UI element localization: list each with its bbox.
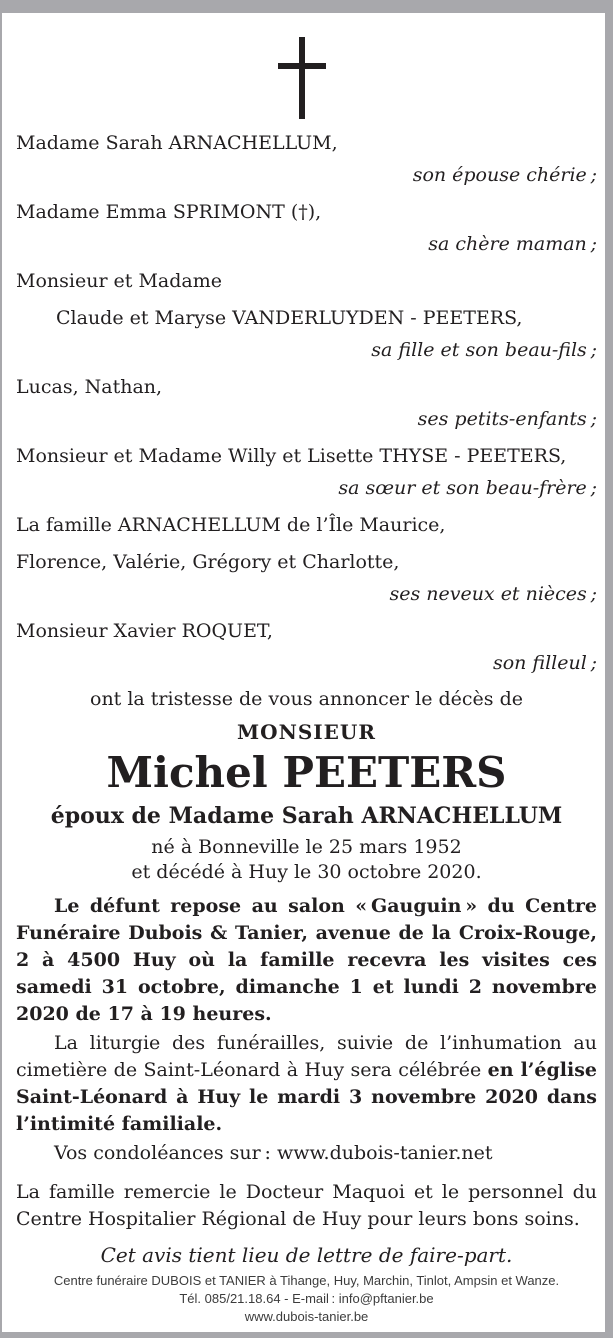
family-member-line: Monsieur Xavier ROQUET, — [16, 620, 273, 642]
birth-line: né à Bonneville le 25 mars 1952 — [151, 836, 462, 858]
visits-paragraph: Le défunt repose au salon « Gauguin » du Centre Funéraire Dubois & Tanier, avenue de la Croix-Rouge, 2 à 4500 Huy où la famille recevra les visites ces samedi 31 octobre, dimanche 1 et lundi 2 novembre 2020 de 17 à 19 heures. — [16, 895, 597, 1025]
liturgy-text-bold: en l’église Saint-Léonard à Huy le mardi 3 novembre 2020 dans l’intimité familiale. — [16, 1059, 597, 1135]
deceased-name: Michel PEETERS — [106, 748, 507, 797]
relation-line: sa chère maman ; — [428, 233, 597, 255]
death-line: et décédé à Huy le 30 octobre 2020. — [131, 861, 482, 883]
relation-line: ses neveux et nièces ; — [389, 583, 597, 605]
family-member-line: La famille ARNACHELLUM de l’Île Maurice, — [16, 514, 446, 536]
family-member-line: Madame Emma SPRIMONT (†), — [16, 201, 322, 223]
cross-vertical-bar — [299, 37, 305, 119]
funeral-home-footer — [16, 1272, 597, 1326]
family-member-line: Florence, Valérie, Grégory et Charlotte, — [16, 551, 400, 573]
family-member-line: Monsieur et Madame — [16, 270, 223, 292]
announcement-intro: ont la tristesse de vous annoncer le décès de — [90, 688, 523, 710]
family-member-line: Claude et Maryse VANDERLUYDEN - PEETERS, — [56, 307, 523, 329]
thanks-paragraph: La famille remercie le Docteur Maquoi et le personnel du Centre Hospitalier Régional de Huy pour leurs bons soins. — [16, 1181, 597, 1230]
relation-line: sa sœur et son beau-frère ; — [338, 477, 597, 499]
family-member-line: Madame Sarah ARNACHELLUM, — [16, 132, 338, 154]
cross-horizontal-bar — [278, 63, 326, 69]
deceased-civility: MONSIEUR — [237, 720, 376, 744]
family-list — [16, 130, 597, 676]
obituary-card — [2, 13, 605, 1332]
notice-line: Cet avis tient lieu de lettre de faire-part. — [100, 1243, 513, 1267]
relation-line: ses petits-enfants ; — [417, 408, 597, 430]
footer-locations-line: Centre funéraire DUBOIS et TANIER à Tihange, Huy, Marchin, Tinlot, Ampsin et Wanze. — [53, 1273, 560, 1288]
relation-line: son filleul ; — [492, 652, 597, 674]
footer-contact-line: Tél. 085/21.18.64 - E-mail : info@pftanier.be — [179, 1291, 434, 1306]
family-member-line: Lucas, Nathan, — [16, 376, 163, 398]
liturgy-text-normal: La liturgie des funérailles, suivie de l’inhumation au cimetière de Saint-Léonard à Huy sera célébrée — [16, 1032, 597, 1081]
footer-website-line: www.dubois-tanier.be — [244, 1309, 369, 1324]
liturgy-paragraph — [16, 1030, 597, 1138]
condolences-line: Vos condoléances sur : www.dubois-tanier.net — [54, 1142, 493, 1164]
latin-cross-icon — [278, 37, 326, 119]
spouse-line: époux de Madame Sarah ARNACHELLUM — [50, 803, 563, 829]
family-member-line: Monsieur et Madame Willy et Lisette THYSE - PEETERS, — [16, 445, 567, 467]
relation-line: son épouse chérie ; — [412, 164, 597, 186]
relation-line: sa fille et son beau-fils ; — [371, 339, 597, 361]
